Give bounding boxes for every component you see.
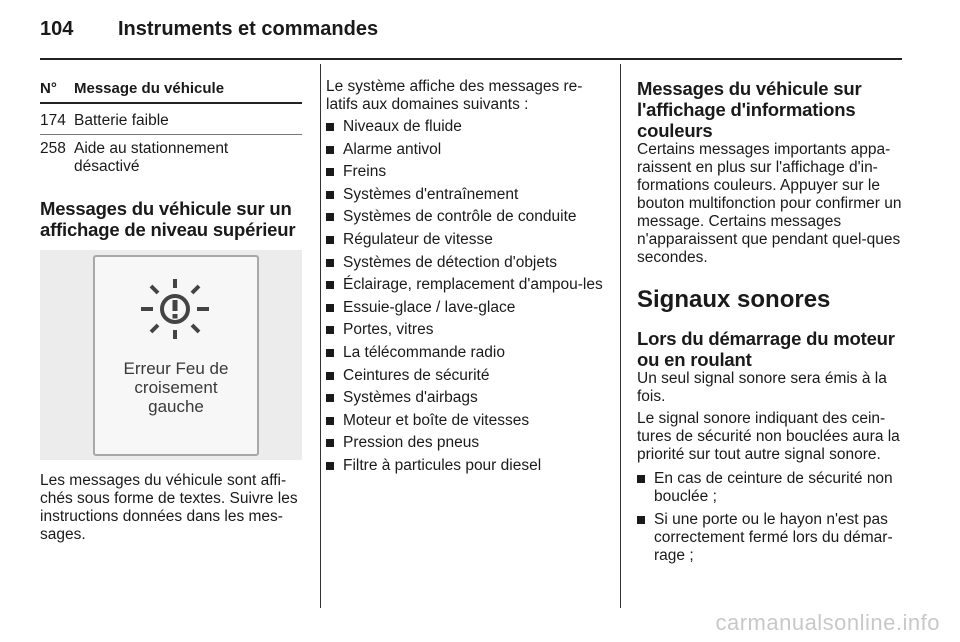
- paragraph: Le signal sonore indiquant des cein-tures de sécurité non bouclées aura la priorité sur tout autre signal sonore.: [637, 410, 900, 463]
- list-item: Ceintures de sécurité: [326, 367, 608, 385]
- display-message-line: croisement: [134, 378, 218, 397]
- list-item: Systèmes de détection d'objets: [326, 254, 608, 272]
- list-item: Niveaux de fluide: [326, 118, 608, 136]
- display-panel: [93, 255, 259, 456]
- table-header: [40, 80, 302, 97]
- table-header-message: Message du véhicule: [74, 80, 225, 97]
- display-message-line: Erreur Feu de: [123, 359, 229, 378]
- table-header-rule: [40, 102, 302, 104]
- watermark: carmanualsonline.info: [715, 610, 940, 635]
- list-item: En cas de ceinture de sécurité non bouclée ;: [637, 470, 905, 506]
- intro-paragraph: Le système affiche des messages re-latifs aux domaines suivants :: [326, 78, 583, 113]
- list-item: Portes, vitres: [326, 321, 608, 339]
- page-title: Instruments et commandes: [118, 18, 379, 40]
- condition-list: [637, 470, 905, 569]
- sub-heading: Lors du démarrage du moteur ou en roulant: [637, 328, 895, 370]
- display-message-line: gauche: [148, 397, 204, 416]
- list-item: Alarme antivol: [326, 141, 608, 159]
- list-item: Systèmes d'entraînement: [326, 186, 608, 204]
- page-header: [40, 18, 378, 41]
- row-number: 174: [40, 112, 66, 129]
- section-paragraph: Certains messages importants appa-raissent en plus sur l'affichage d'in-formations couleurs. Appuyer sur le bouton multifonction pour confirmer un message. Certains messages n'apparaissent que pendant quel-ques secondes.: [637, 141, 902, 266]
- list-item: Systèmes de contrôle de conduite: [326, 208, 608, 226]
- column-divider: [320, 64, 321, 608]
- column-divider: [620, 64, 621, 608]
- main-heading: Signaux sonores: [637, 286, 831, 313]
- header-rule: [40, 58, 902, 60]
- section-heading: Messages du véhicule sur l'affichage d'informations couleurs: [637, 78, 862, 141]
- list-item: Filtre à particules pour diesel: [326, 457, 608, 475]
- list-item: Pression des pneus: [326, 434, 608, 452]
- table-header-num: N°: [40, 80, 57, 97]
- list-item: Régulateur de vitesse: [326, 231, 608, 249]
- display-message: [95, 359, 257, 416]
- display-figure: [40, 250, 302, 460]
- list-item: Essuie-glace / lave-glace: [326, 299, 608, 317]
- list-item: Moteur et boîte de vitesses: [326, 412, 608, 430]
- list-item: Si une porte ou le hayon n'est pas correctement fermé lors du démar-rage ;: [637, 511, 905, 565]
- section-paragraph: Les messages du véhicule sont affi-chés sous forme de textes. Suivre les instructions données dans les mes-sages.: [40, 472, 298, 543]
- list-item: La télécommande radio: [326, 344, 608, 362]
- row-number: 258: [40, 140, 66, 157]
- list-item: Freins: [326, 163, 608, 181]
- headlight-warning-icon: [139, 277, 211, 341]
- section-heading: Messages du véhicule sur un affichage de niveau supérieur: [40, 198, 296, 240]
- table-row-divider: [40, 134, 302, 135]
- paragraph: Un seul signal sonore sera émis à la fois.: [637, 370, 887, 405]
- row-text: Batterie faible: [74, 112, 169, 129]
- domain-list: [326, 118, 608, 480]
- row-text: Aide au stationnement désactivé: [74, 140, 229, 175]
- list-item: Systèmes d'airbags: [326, 389, 608, 407]
- page-number: 104: [40, 18, 74, 40]
- list-item: Éclairage, remplacement d'ampou-les: [326, 276, 608, 294]
